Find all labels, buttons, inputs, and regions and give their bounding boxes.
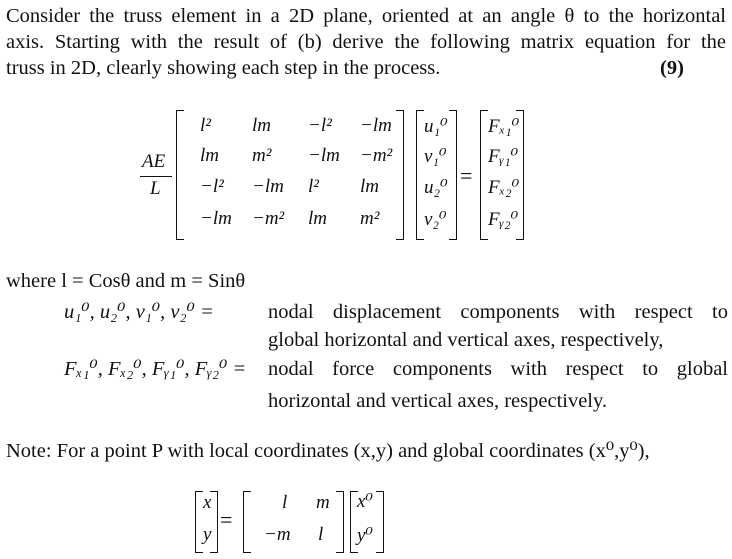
displacement-entry-3: u₂⁰ [424, 177, 448, 198]
stiffness-entry-r1c4: −lm [360, 115, 392, 136]
rhs-x0: x⁰ [357, 491, 374, 512]
displacement-entry-4: v₂⁰ [424, 209, 447, 230]
force-entry-3: Fₓ₂⁰ [488, 177, 520, 198]
stiffness-entry-r1c1: l² [200, 115, 211, 136]
rhs-y0: y⁰ [357, 525, 374, 546]
force-entry-2: Fᵧ₁⁰ [488, 146, 519, 167]
stiffness-entry-r3c2: −lm [252, 176, 284, 197]
note-line: Note: For a point P with local coordinates (x,y) and global coordinates (x⁰,y⁰), [6, 440, 650, 462]
lhs-left-bracket [195, 491, 203, 553]
displacement-description-2: global horizontal and vertical axes, respectively, [268, 329, 664, 351]
stiffness-entry-r2c2: m² [252, 145, 272, 166]
force-symbols: Fₓ₁⁰, Fₓ₂⁰, Fᵧ₁⁰, Fᵧ₂⁰ = [64, 358, 247, 380]
stiffness-entry-r2c1: lm [200, 145, 219, 166]
stiffness-entry-r3c3: l² [308, 176, 319, 197]
stiffness-entry-r1c2: lm [252, 115, 271, 136]
force-description-1: nodal force components with respect to global [268, 358, 728, 380]
rotation-r2c2: l [318, 524, 324, 545]
rotation-r2c1: −m [264, 524, 291, 545]
stiffness-entry-r4c1: −lm [200, 208, 232, 229]
stiffness-entry-r4c3: lm [308, 208, 327, 229]
force-entry-1: Fₓ₁⁰ [488, 116, 520, 137]
question-line-1: Consider the truss element in a 2D plane, oriented at an angle θ to the horizontal [6, 5, 726, 27]
displacement-entry-2: v₁⁰ [424, 146, 447, 167]
stiffness-entry-r1c3: −l² [308, 115, 332, 136]
rotation-r1c2: m [316, 492, 330, 513]
stiffness-entry-r4c2: −m² [252, 208, 285, 229]
where-line: where l = Cosθ and m = Sinθ [6, 270, 246, 292]
displacement-entry-1: u₁⁰ [424, 116, 448, 137]
rotation-r1c1: l [282, 492, 288, 513]
question-line-3: truss in 2D, clearly showing each step in the process. [6, 57, 441, 79]
force-description-2: horizontal and vertical axes, respectively. [268, 390, 608, 412]
displacement-symbols: u₁⁰, u₂⁰, v₁⁰, v₂⁰ = [64, 301, 214, 323]
rhs-right-bracket [376, 491, 384, 553]
rotation-left-bracket [243, 491, 251, 553]
displacement-description-1: nodal displacement components with respect to [268, 301, 728, 323]
stiffness-entry-r2c3: −lm [308, 145, 340, 166]
marks-label: (9) [660, 57, 684, 79]
question-line-2: axis. Starting with the result of (b) derive the following matrix equation for the [6, 31, 726, 53]
force-entry-4: Fᵧ₂⁰ [488, 209, 519, 230]
prefactor-numerator: AE [142, 151, 166, 172]
lhs-y: y [203, 524, 212, 545]
stiffness-entry-r4c4: m² [360, 208, 380, 229]
stiffness-entry-r2c4: −m² [360, 145, 393, 166]
stiffness-entry-r3c1: −l² [200, 176, 224, 197]
matrix-equals-sign: = [460, 163, 473, 188]
transform-equals-sign: = [220, 507, 233, 532]
stiffness-entry-r3c4: lm [360, 176, 379, 197]
rotation-right-bracket [336, 491, 344, 553]
lhs-x: x [203, 492, 212, 513]
prefactor-denominator: L [150, 178, 161, 199]
